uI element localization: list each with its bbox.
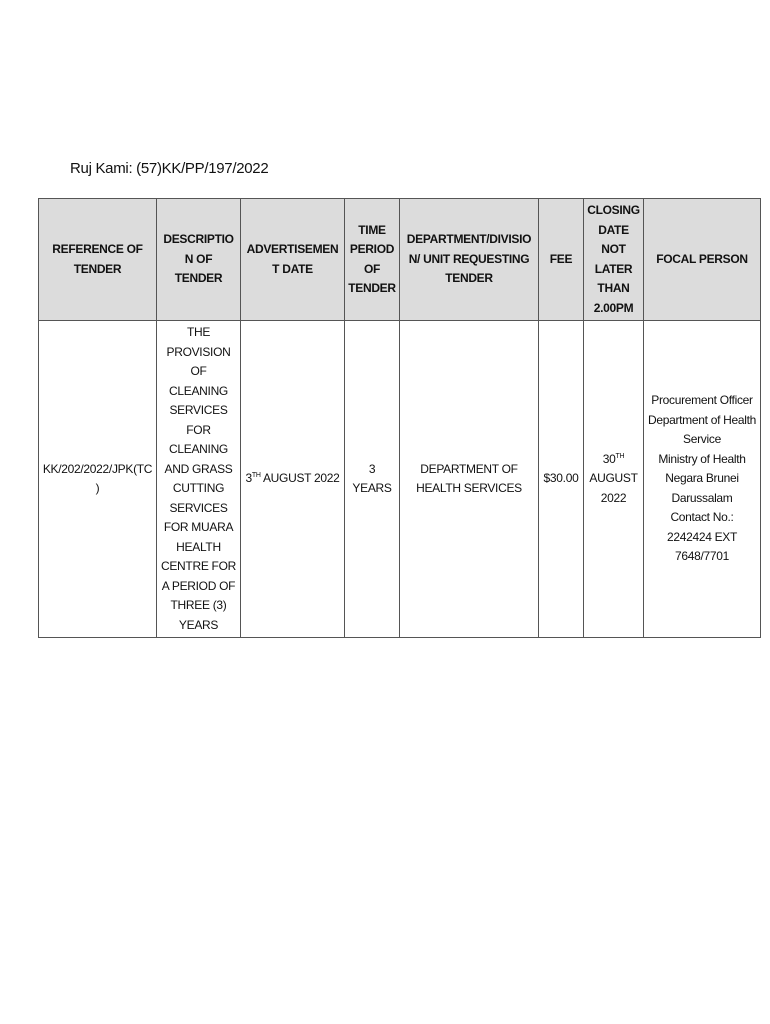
focal-line-title: Procurement Officer [651,393,753,408]
focal-line-department: Department of Health Service [647,412,757,447]
header-description: DESCRIPTION OF TENDER [157,199,241,321]
closing-day-suffix: TH [615,452,625,460]
header-focal-person: FOCAL PERSON [644,199,761,321]
advert-day-suffix: TH [251,472,261,480]
cell-fee: $30.00 [539,321,584,638]
header-advertisement-date: ADVERTISEMENT DATE [241,199,345,321]
cell-department: DEPARTMENT OF HEALTH SERVICES [400,321,539,638]
header-time-period: TIME PERIOD OF TENDER [345,199,400,321]
table-row [39,321,761,638]
focal-line-ministry: Ministry of Health [658,451,746,466]
reference-line: Ruj Kami: (57)KK/PP/197/2022 [70,160,269,177]
advert-month-year: AUGUST 2022 [260,471,340,486]
closing-month-year: AUGUST 2022 [589,471,638,505]
cell-description: THE PROVISION OF CLEANING SERVICES FOR CLEANING AND GRASS CUTTING SERVICES FOR MUARA HEALTH CENTRE FOR A PERIOD OF THREE (3) YEARS [157,321,241,638]
header-fee: FEE [539,199,584,321]
header-department: DEPARTMENT/DIVISION/ UNIT REQUESTING TENDER [400,199,539,321]
cell-advertisement-date [241,321,345,638]
cell-time-period: 3 YEARS [345,321,400,638]
header-row [39,199,761,321]
closing-day: 30 [602,451,616,466]
cell-focal-person [644,321,761,638]
header-closing-date: CLOSING DATE NOT LATER THAN 2.00PM [584,199,644,321]
advert-day: 3 [245,471,252,486]
focal-line-contact: Contact No.: 2242424 EXT 7648/7701 [666,510,738,564]
tender-table [38,198,761,638]
header-reference: REFERENCE OF TENDER [39,199,157,321]
focal-line-country: Negara Brunei Darussalam [665,471,739,505]
cell-reference: KK/202/2022/JPK(TC) [39,321,157,638]
cell-closing-date [584,321,644,638]
